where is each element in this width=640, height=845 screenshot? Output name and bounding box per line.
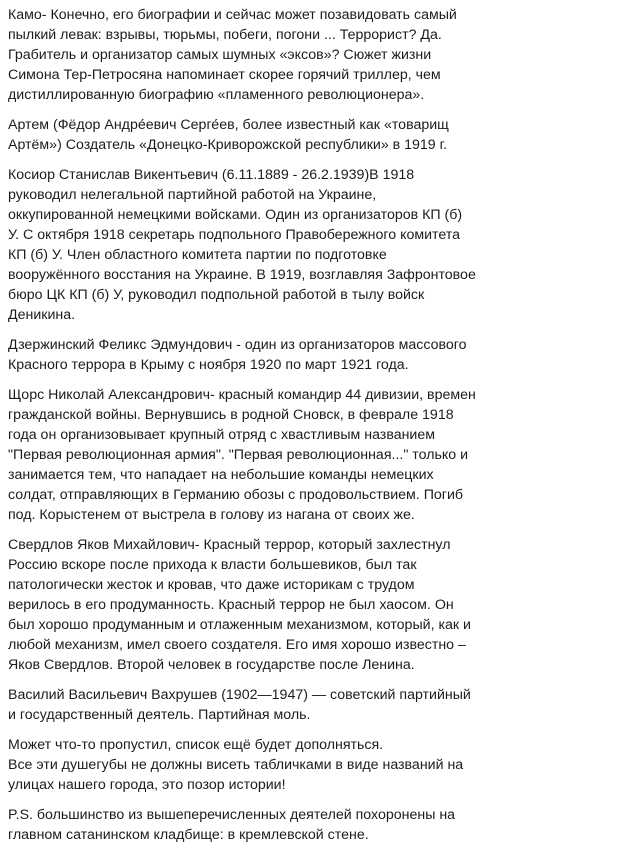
text-line: гражданской войны. Вернувшись в родной Сновск, в феврале 1918 xyxy=(8,407,454,423)
paragraph-note xyxy=(8,735,628,795)
text-line: Деникина. xyxy=(8,307,76,323)
text-line: У. С октября 1918 секретарь подпольного Правобережного комитета xyxy=(8,227,461,243)
text-line: Косиор Станислав Викентьевич (6.11.1889 - 26.2.1939)В 1918 xyxy=(8,167,415,183)
text-line: Может что-то пропустил, список ещё будет дополняться. xyxy=(8,737,384,753)
paragraph-artem xyxy=(8,115,628,155)
text-line: Артем (Фёдор Андре́евич Серге́ев, более известный как «товарищ xyxy=(8,117,449,133)
text-line: главном сатанинском кладбище: в кремлевской стене. xyxy=(8,827,369,843)
text-line: занимается тем, что нападает на небольшие команды немецких xyxy=(8,467,434,483)
text-line: Симона Тер-Петросяна напоминает скорее горячий триллер, чем xyxy=(8,67,441,83)
text-line: патологически жесток и кровав, что даже историкам с трудом xyxy=(8,577,415,593)
text-line: Камо- Конечно, его биографии и сейчас может позавидовать самый xyxy=(8,7,457,23)
text-line: руководил нелегальной партийной работой на Украине, xyxy=(8,187,377,203)
text-line: Россию вскоре после прихода к власти большевиков, был так xyxy=(8,557,417,573)
text-line: пылкий левак: взрывы, тюрьмы, побеги, погони ... Террорист? Да. xyxy=(8,27,442,43)
text-line: "Первая революционная армия". "Первая революционная..." только и xyxy=(8,447,469,463)
text-line: улицах нашего города, это позор истории! xyxy=(8,777,286,793)
paragraph-kosior xyxy=(8,165,628,325)
text-line: и государственный деятель. Партийная моль. xyxy=(8,707,311,723)
paragraph-dzerzhinsky xyxy=(8,335,628,375)
paragraph-postscript xyxy=(8,805,628,845)
text-line: дистиллированную биографию «пламенного революционера». xyxy=(8,87,425,103)
paragraph-vakhrushev xyxy=(8,685,628,725)
text-line: Василий Васильевич Вахрушев (1902—1947) — советский партийный xyxy=(8,687,471,703)
text-line: любой механизм, имел своего создателя. Его имя хорошо известно – xyxy=(8,637,466,653)
paragraph-shchors xyxy=(8,385,628,525)
text-line: вооружённого восстания на Украине. В 1919, возглавляя Зафронтовое xyxy=(8,267,476,283)
text-line: КП (б) У. Член областного комитета партии по подготовке xyxy=(8,247,387,263)
text-line: верилось в его продуманность. Красный террор не был хаосом. Он xyxy=(8,597,454,613)
text-line: оккупированной немецкими войсками. Один из организаторов КП (б) xyxy=(8,207,463,223)
text-line: Свердлов Яков Михайлович- Красный террор, который захлестнул xyxy=(8,537,451,553)
text-line: года он организовывает крупный отряд с хвастливым названием xyxy=(8,427,435,443)
text-line: бюро ЦК КП (б) У, руководил подпольной работой в тылу войск xyxy=(8,287,425,303)
text-line: Артём») Создатель «Донецко-Криворожской республики» в 1919 г. xyxy=(8,137,448,153)
text-line: Грабитель и организатор самых шумных «эксов»? Сюжет жизни xyxy=(8,47,432,63)
text-line: P.S. большинство из вышеперечисленных деятелей похоронены на xyxy=(8,807,456,823)
text-line: солдат, отправляющих в Германию обозы с продовольствием. Погиб xyxy=(8,487,464,503)
text-line: Дзержинский Феликс Эдмундович - один из организаторов массового xyxy=(8,337,467,353)
text-line: Щорс Николай Александрович- красный командир 44 дивизии, времен xyxy=(8,387,476,403)
paragraph-kamo xyxy=(8,5,628,105)
text-line: Все эти душегубы не должны висеть табличками в виде названий на xyxy=(8,757,464,773)
text-line: под. Корыстенем от выстрела в голову из нагана от своих же. xyxy=(8,507,415,523)
paragraph-sverdlov xyxy=(8,535,628,675)
text-line: Яков Свердлов. Второй человек в государстве после Ленина. xyxy=(8,657,415,673)
text-line: был хорошо продуманным и отлаженным механизмом, который, как и xyxy=(8,617,471,633)
text-line: Красного террора в Крыму с ноября 1920 по март 1921 года. xyxy=(8,357,409,373)
